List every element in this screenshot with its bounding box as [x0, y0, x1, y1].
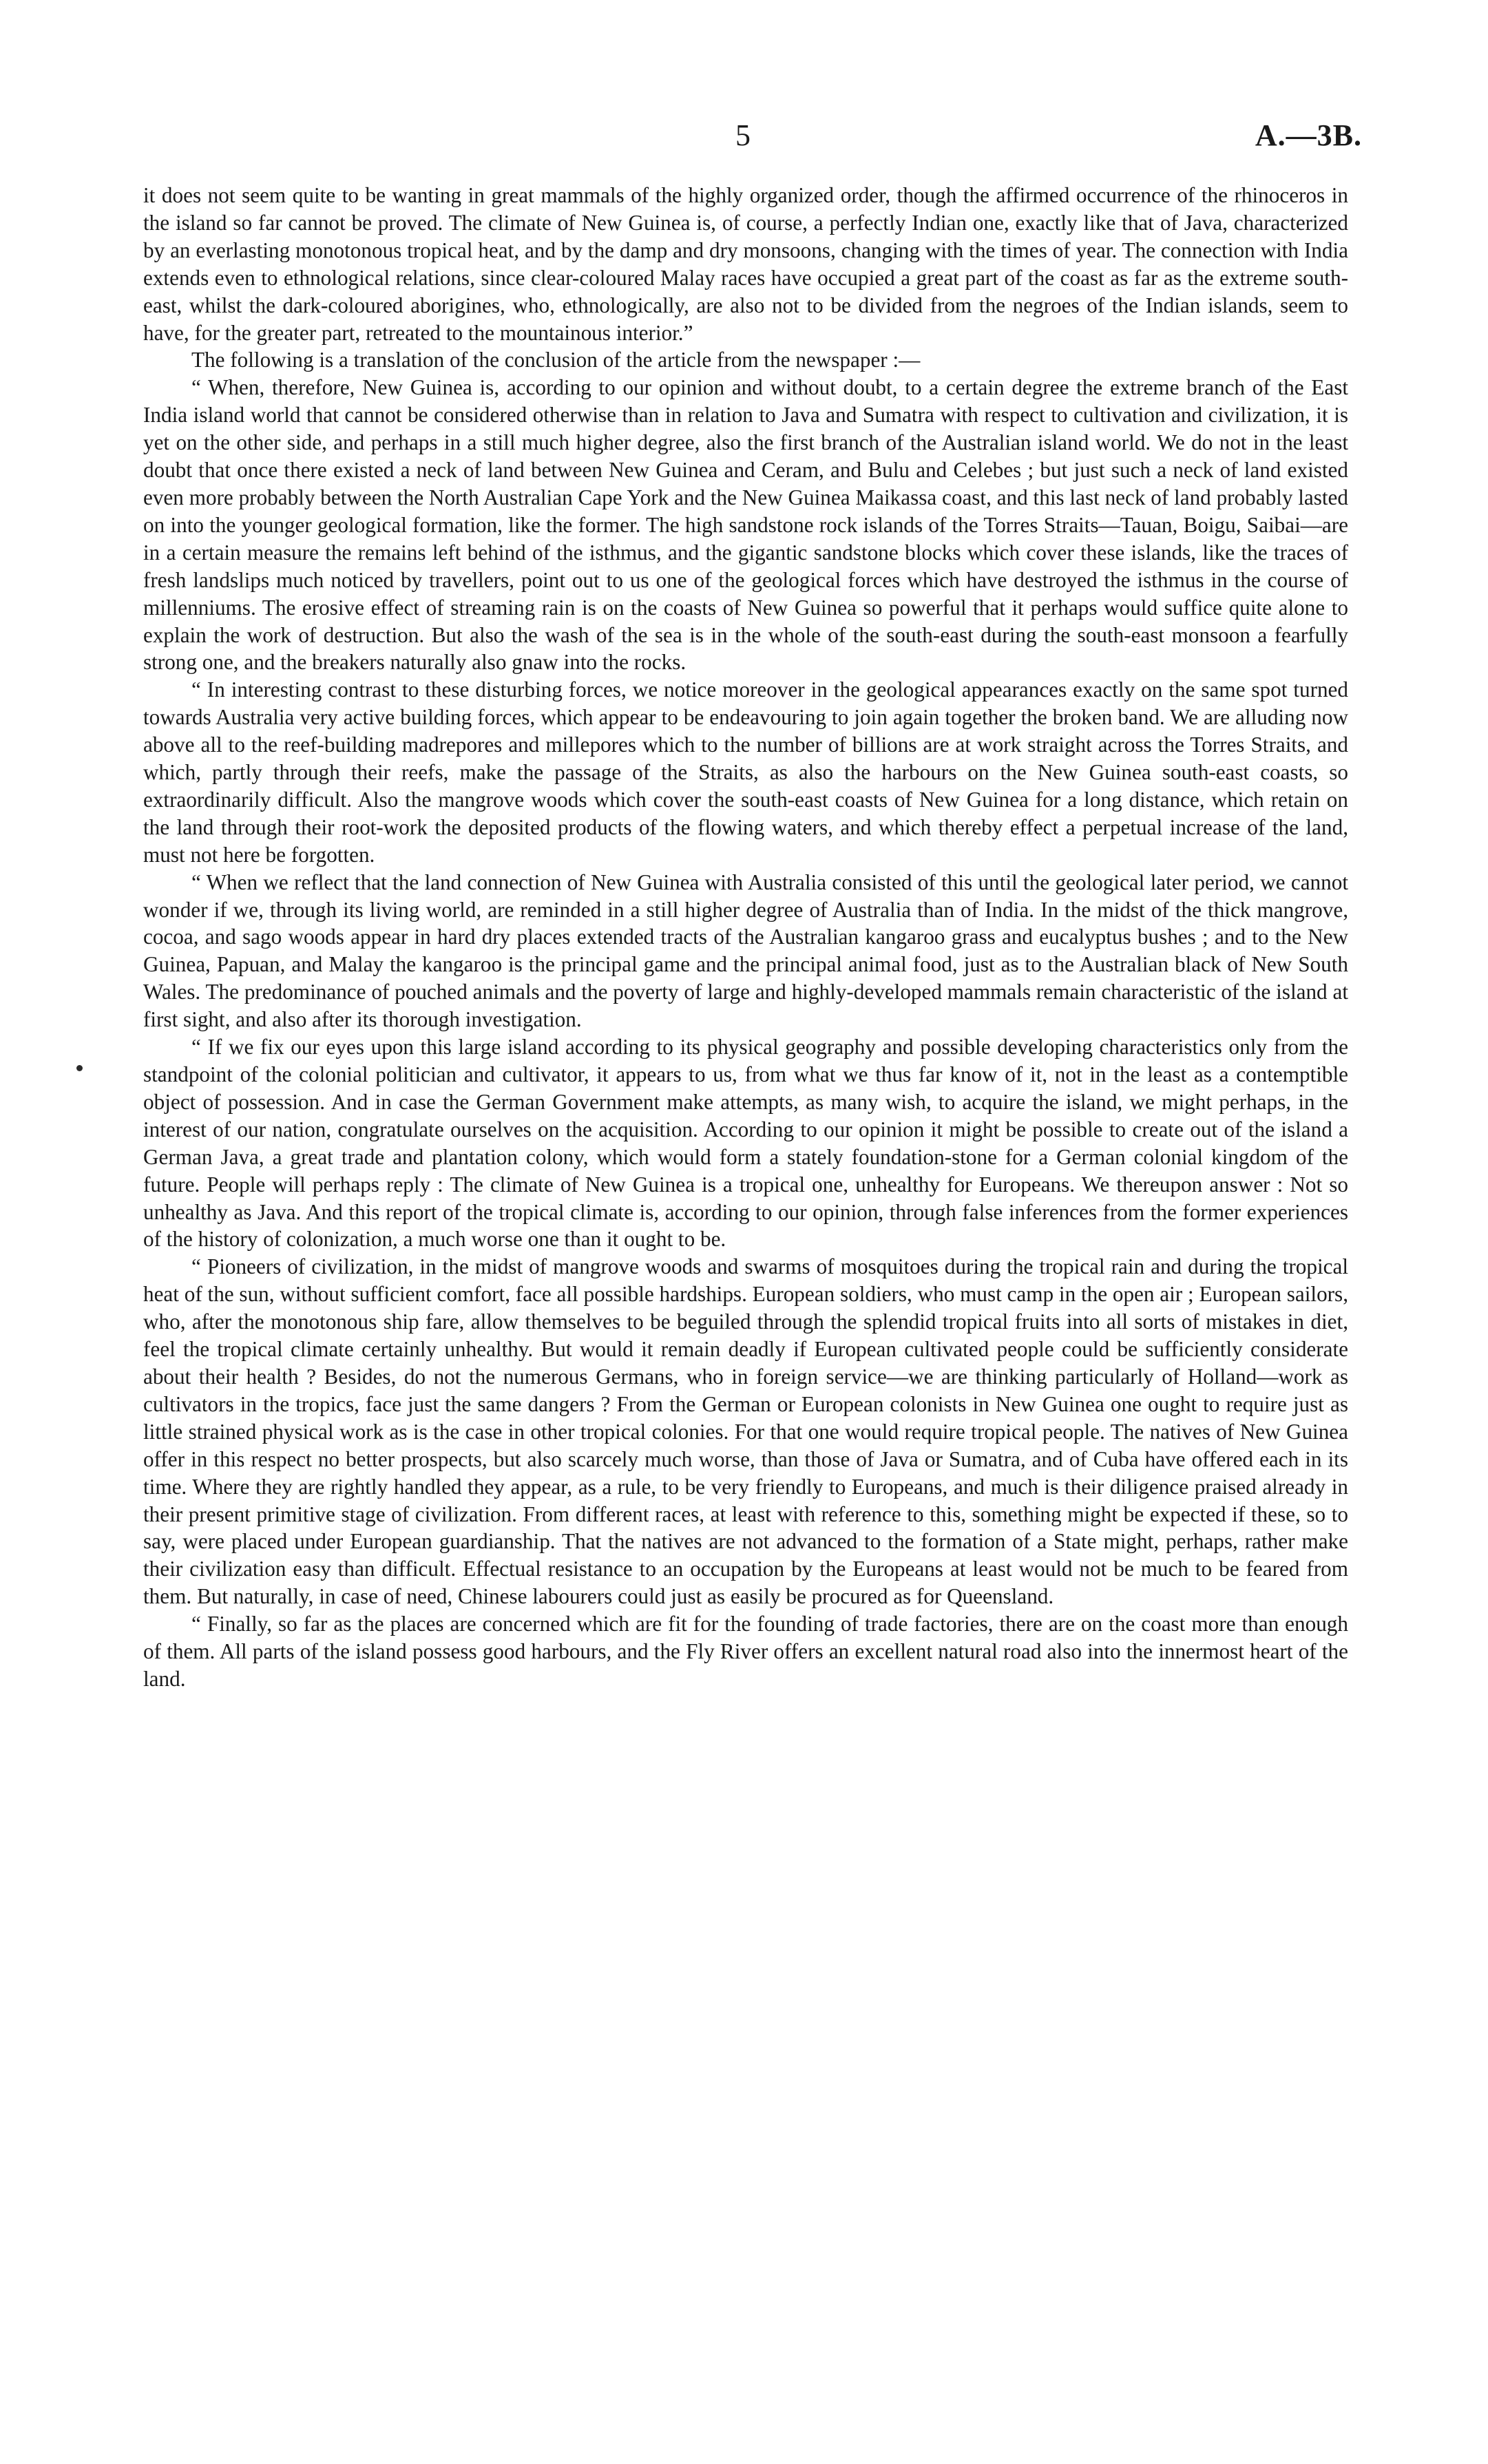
paragraph-8: “ Finally, so far as the places are concerned which are fit for the founding of trade factories, there are on the coast more than enough of them. All parts of the island possess good harbours, and the Fly River offers an excellent natural road also into the innermost heart of the land.: [143, 1612, 1348, 1691]
margin-mark: [76, 1065, 83, 1071]
paragraph-5: “ When we reflect that the land connection of New Guinea with Australia consisted of this until the geological later period, we cannot wonder if we, through its living world, are reminded in a still higher degree of Australia than of India. In the midst of the thick mangrove, cocoa, and sago woods appear in hard dry places extended tracts of the Australian kangaroo grass and eucalyptus bushes ; and to the New Guinea, Papuan, and Malay the kangaroo is the principal game and the principal animal food, just as to the Australian black of New South Wales. The predominance of pouched animals and the poverty of large and highly-developed mammals remain characteristic of the island at first sight, and also after its thorough investigation.: [143, 870, 1348, 1032]
paragraph-2: The following is a translation of the conclusion of the article from the newspaper :—: [191, 348, 921, 372]
paragraph-4: “ In interesting contrast to these disturbing forces, we notice moreover in the geological appearances exactly on the same spot turned towards Australia very active building forces, which appear to be endeavouring to join again together the broken band. We are alluding now above all to the reef-building madrepores and millepores which to the number of billions are at work straight across the Torres Straits, and which, partly through their reefs, make the passage of the Straits, as also the harbours on the New Guinea south-east coasts, so extraordinarily difficult. Also the mangrove woods which cover the south-east coasts of New Guinea for a long distance, which retain on the land through their root-work the deposited products of the flowing waters, and which thereby effect a perpetual increase of the land, must not here be forgotten.: [143, 677, 1348, 867]
document-reference: A.—3B.: [1255, 118, 1362, 152]
paragraph-7: “ Pioneers of civilization, in the midst of mangrove woods and swarms of mosquitoes during the tropical rain and during the tropical heat of the sun, without sufficient comfort, face all possible hardships. European soldiers, who must camp in the open air ; European sailors, who, after the monotonous ship fare, allow themselves to be beguiled through the splendid tropical fruits into all sorts of mistakes in diet, feel the tropical climate certainly unhealthy. But would it remain deadly if European cultivated people could be sufficiently considerate about their health ? Besides, do not the numerous Germans, who in foreign service—we are thinking particularly of Holland—work as cultivators in the tropics, face just the same dangers ? From the German or European colonists in New Guinea one ought to require just as little strained physical work as is the case in other tropical colonies. For that one would require tropical people. The natives of New Guinea offer in this respect no better prospects, but also scarcely much worse, than those of Java or Sumatra, and of Cuba have offered each in its time. Where they are rightly handled they appear, as a rule, to be very friendly to Europeans, and much is their diligence praised already in their present primitive stage of civilization. From different races, at least with reference to this, something might be expected if these, so to say, were placed under European guardianship. That the natives are not advanced to the formation of a State might, perhaps, rather make their civilization easy than difficult. Effectual resistance to an occupation by the Europeans at least would not be much to be feared from them. But naturally, in case of need, Chinese labourers could just as easily be procured as for Queensland.: [143, 1254, 1348, 1609]
article-body: [143, 182, 1348, 1693]
page-number: 5: [735, 118, 751, 152]
paragraph-6: “ If we fix our eyes upon this large island according to its physical geography and possible developing characteristics only from the standpoint of the colonial politician and cultivator, it appears to us, from what we thus far know of it, not in the least as a contemptible object of possession. And in case the German Government make attempts, as many wish, to acquire the island, we might perhaps, in the interest of our nation, congratulate ourselves on the acquisition. According to our opinion it might be possible to create out of the island a German Java, a great trade and plantation colony, which would form a stately foundation-stone for a German colonial kingdom of the future. People will perhaps reply : The climate of New Guinea is a tropical one, unhealthy for Europeans. We thereupon answer : Not so unhealthy as Java. And this report of the tropical climate is, according to our opinion, through false inferences from the former experiences of the history of colonization, a much worse one than it ought to be.: [143, 1035, 1348, 1252]
paragraph-1: it does not seem quite to be wanting in great mammals of the highly organized order, though the affirmed occurrence of the rhinoceros in the island so far cannot be proved. The climate of New Guinea is, of course, a perfectly Indian one, exactly like that of Java, characterized by an everlasting monotonous tropical heat, and by the damp and dry monsoons, changing with the times of year. The connection with India extends even to ethnological relations, since clear-coloured Malay races have occupied a great part of the coast as far as the extreme south-east, whilst the dark-coloured aborigines, who, ethnologically, are also not to be divided from the negroes of the Indian islands, seem to have, for the greater part, retreated to the mountainous interior.”: [143, 183, 1348, 345]
paragraph-3: “ When, therefore, New Guinea is, according to our opinion and without doubt, to a certain degree the extreme branch of the East India island world that cannot be considered otherwise than in relation to Java and Sumatra with respect to cultivation and civilization, it is yet on the other side, and perhaps in a still much higher degree, also the first branch of the Australian island world. We do not in the least doubt that once there existed a neck of land between New Guinea and Ceram, and Bulu and Celebes ; but just such a neck of land existed even more probably between the North Australian Cape York and the New Guinea Maikassa coast, and this last neck of land probably lasted on into the younger geological formation, like the former. The high sandstone rock islands of the Torres Straits—Tauan, Boigu, Saibai—are in a certain measure the remains left behind of the isthmus, and the gigantic sandstone blocks which cover these islands, like the traces of fresh landslips much noticed by travellers, point out to us one of the geological forces which have destroyed the isthmus in the course of millenniums. The erosive effect of streaming rain is on the coasts of New Guinea so powerful that it perhaps would suffice quite alone to explain the work of destruction. But also the wash of the sea is in the whole of the south-east during the south-east monsoon a fearfully strong one, and the breakers naturally also gnaw into the rocks.: [143, 375, 1348, 675]
